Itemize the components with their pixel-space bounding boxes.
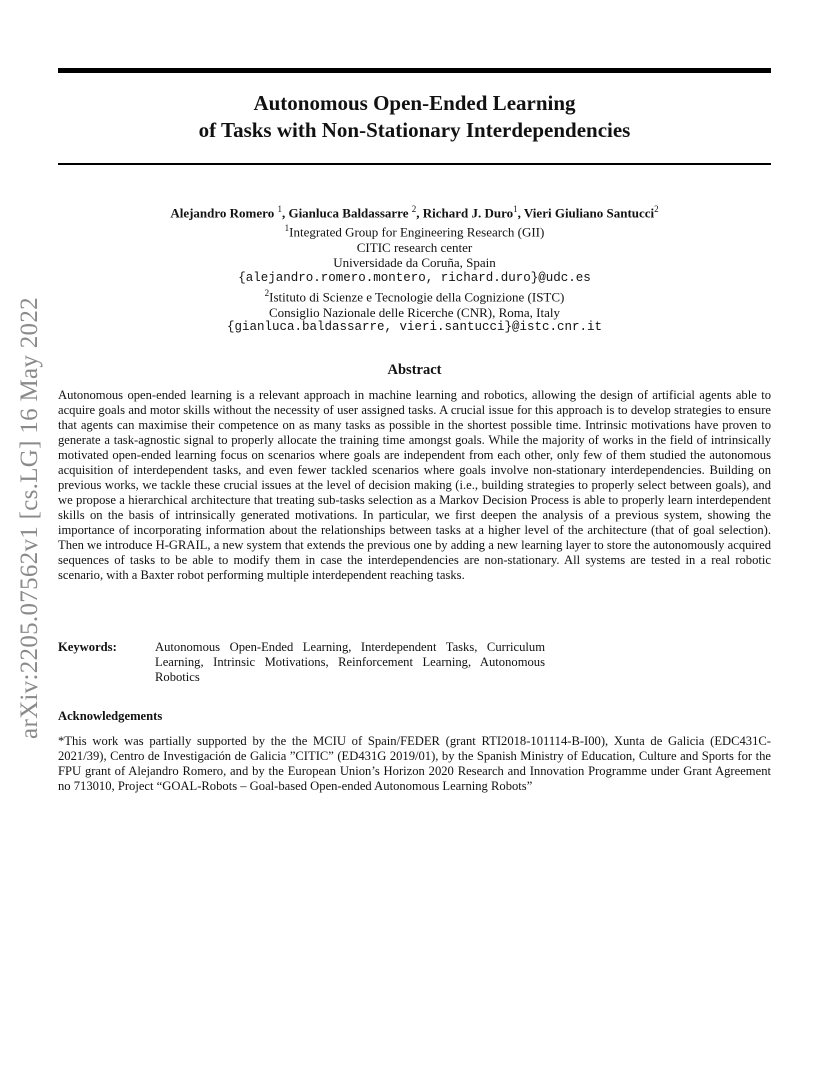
affiliation-2-line-1: Istituto di Scienze e Tecnologie della Cognizione (ISTC) <box>269 289 565 305</box>
affiliation-1-email: {alejandro.romero.montero, richard.duro}@udc.es <box>238 270 591 285</box>
author-4: Vieri Giuliano Santucci <box>523 205 655 221</box>
author-names: Alejandro Romero $^1$, Gianluca Baldassarre $^2$, Richard J. Duro$^1$, Vieri Giuliano Santucci$^2$ <box>170 204 659 221</box>
title-bottom-rule <box>58 163 771 165</box>
title-line-1: Autonomous Open-Ended Learning <box>253 91 576 115</box>
affiliation-2-sup: 2 <box>264 288 270 299</box>
affiliation-1-sup: 1 <box>284 222 290 233</box>
keywords-text: Autonomous Open-Ended Learning, Interdependent Tasks, Curriculum Learning, Intrinsic Motivations, Reinforcement Learning, Autonomous Robotics <box>155 640 545 684</box>
author-block <box>58 202 771 336</box>
affiliation-2 <box>58 286 771 305</box>
affiliation-1-line-1: Integrated Group for Engineering Research (GII) <box>289 224 545 240</box>
affiliation-2-email: {gianluca.baldassarre, vieri.santucci}@istc.cnr.it <box>226 320 603 335</box>
title-line-2: of Tasks with Non-Stationary Interdependencies <box>198 118 631 142</box>
paper-title <box>58 90 771 144</box>
abstract-text: Autonomous open-ended learning is a relevant approach in machine learning and robotics, allowing the design of artificial agents able to acquire goals and motor skills without the necessity of user assigned tasks. A crucial issue for this approach is to develop strategies to ensure that agents can maximise their competence on as many tasks as possible in the shortest possible time. Intrinsic motivations have proven to generate a task-agnostic signal to properly allocate the training time amongst goals. While the majority of works in the field of intrinsically motivated open-ended learning focus on scenarios where goals are independent from each other, only few of them studied the autonomous acquisition of interdependent tasks, and even fewer tackled scenarios where goals involve non-stationary interdependencies. Building on previous works, we tackle these crucial issues at the level of decision making (i.e., building strategies to properly select between goals), and we propose a hierarchical architecture that treating sub-tasks selection as a Markov Decision Process is able to properly learn interdependent skills on the basis of intrinsically generated motivations. In particular, we first deepen the analysis of a previous system, showing the importance of incorporating information about the relationships between tasks at a higher level of the architecture (that of goal selection). Then we introduce H-GRAIL, a new system that extends the previous one by adding a new learning layer to store the autonomously acquired sequences of tasks to be able to modify them in case the interdependencies are non-stationary. All systems are tested in a real robotic scenario, with a Baxter robot performing multiple interdependent reaching tasks. <box>58 388 771 582</box>
affiliation-1-line-2: CITIC research center <box>356 239 473 255</box>
abstract-heading: Abstract <box>387 362 442 378</box>
keywords <box>58 640 771 685</box>
author-2: Gianluca Baldassarre <box>288 205 409 221</box>
author-1-sup: 1 <box>277 204 282 214</box>
affiliation-2-line-2: Consiglio Nazionale delle Ricerche (CNR), Roma, Italy <box>269 304 560 320</box>
author-2-sup: 2 <box>411 204 417 214</box>
top-rule <box>58 68 771 73</box>
acknowledgements-text: *This work was partially supported by the the MCIU of Spain/FEDER (grant RTI2018-101114-B-I00), Xunta de Galicia (EDC431C-2021/39), Centro de Investigación de Galicia ”CITIC” (ED431G 2019/01), by the Spanish Ministry of Education, Culture and Sports for the FPU grant of Alejandro Romero, and by the European Union’s Horizon 2020 Research and Innovation Programme under Grant Agreement no 713010, Project “GOAL-Robots – Goal-based Open-ended Autonomous Learning Robots” <box>58 734 771 793</box>
author-1: Alejandro Romero <box>170 205 275 221</box>
arxiv-stamp <box>10 278 50 758</box>
keywords-label: Keywords: <box>58 640 117 654</box>
arxiv-stamp-text: arXiv:2205.07562v1 [cs.LG] 16 May 2022 <box>16 297 43 739</box>
affiliation-1-line-3: Universidade da Coruña, Spain <box>333 255 496 271</box>
acknowledgements-heading: Acknowledgements <box>58 709 163 723</box>
affiliation-1 <box>58 221 771 240</box>
author-3: Richard J. Duro <box>422 205 514 221</box>
author-4-sup: 2 <box>654 204 659 214</box>
author-3-sup: 1 <box>513 204 518 214</box>
